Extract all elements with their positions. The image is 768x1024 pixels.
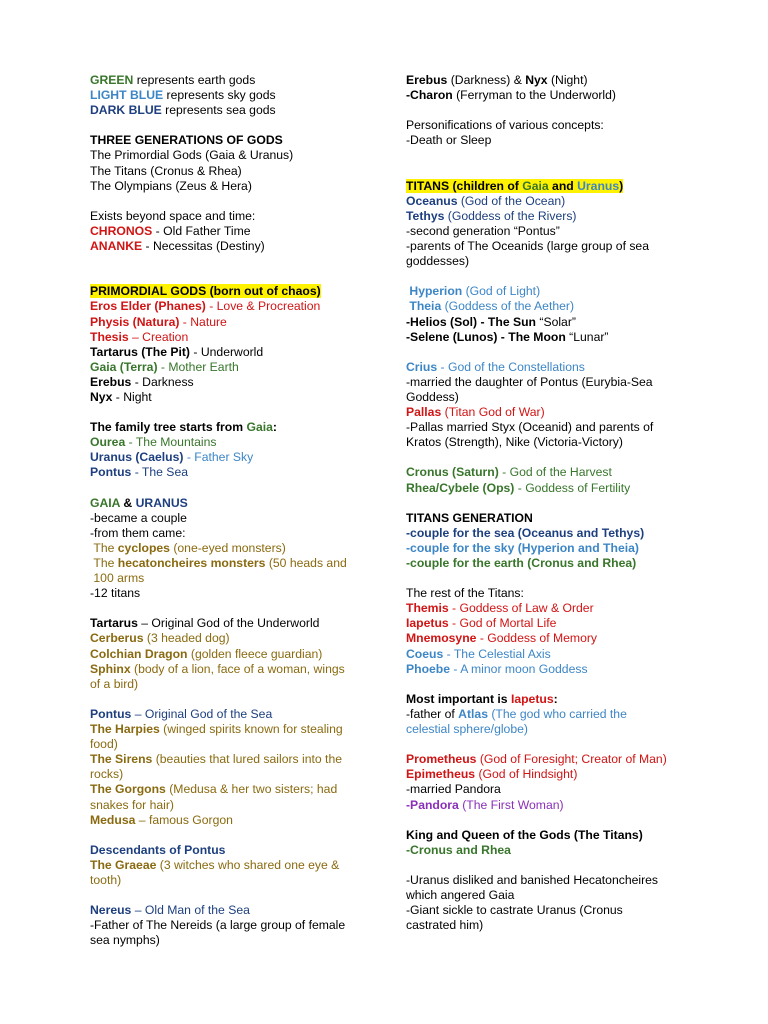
text-span: & — [120, 495, 136, 510]
text-line — [406, 254, 676, 269]
text-line — [406, 118, 676, 133]
text-line — [90, 164, 380, 179]
text-span: Phoebe — [406, 661, 451, 676]
text-span: (Night) — [547, 73, 588, 87]
text-span: Prometheus — [406, 752, 477, 767]
text-line — [90, 752, 380, 767]
text-span: King and Queen of the Gods (The Titans) — [406, 827, 643, 842]
text-span: -Helios (Sol) - The Sun — [406, 314, 536, 329]
text-line — [90, 450, 380, 465]
text-line — [90, 420, 380, 435]
text-span: (body of a lion, face of a woman, wings — [130, 661, 345, 676]
text-line — [406, 73, 676, 88]
text-span: - Underworld — [190, 344, 264, 359]
text-span: - Goddess of Memory — [476, 631, 597, 646]
text-line — [90, 767, 380, 782]
text-span: Thesis — [90, 329, 129, 344]
text-span: -couple for the sky (Hyperion and Theia) — [406, 540, 639, 555]
text-line — [406, 888, 676, 903]
text-span: -Selene (Lunos) - The Moon — [406, 329, 566, 344]
text-span: ANANKE — [90, 239, 143, 254]
text-span: Personifications of various concepts: — [406, 118, 604, 133]
text-span: - Love & Procreation — [205, 299, 321, 314]
text-span: Uranus — [577, 178, 620, 193]
text-span: - Mother Earth — [157, 359, 239, 374]
text-span: LIGHT BLUE — [90, 88, 164, 103]
text-span: Uranus (Caelus) — [90, 450, 184, 465]
text-line — [406, 828, 676, 843]
text-span: of a bird) — [90, 676, 139, 691]
text-span: -Death or Sleep — [406, 133, 492, 148]
text-span: (Ferryman to the Underworld) — [452, 88, 616, 103]
text-span: -Cronus and Rhea — [406, 842, 511, 857]
text-line — [90, 858, 380, 873]
text-span: Hyperion — [406, 284, 463, 299]
text-span: Coeus — [406, 646, 444, 661]
text-span: (one-eyed monsters) — [169, 540, 286, 555]
text-span: - Necessitas (Destiny) — [142, 239, 265, 254]
text-line — [90, 707, 380, 722]
text-span: snakes for hair) — [90, 797, 174, 812]
text-span: The Graeae — [90, 857, 157, 872]
text-line — [406, 631, 676, 646]
text-span: (winged spirits known for stealing — [159, 722, 343, 737]
text-span: Descendants of Pontus — [90, 842, 226, 857]
blank-line — [406, 496, 676, 511]
text-line — [90, 345, 380, 360]
text-line — [90, 782, 380, 797]
text-span: Ourea — [90, 435, 126, 450]
text-span: - Goddess of Law & Order — [448, 601, 594, 616]
text-span: Nyx — [525, 73, 548, 87]
text-line — [90, 148, 380, 163]
text-line — [90, 103, 380, 118]
text-line — [406, 511, 676, 526]
text-line — [406, 616, 676, 631]
text-line — [90, 843, 380, 858]
text-span: Pallas — [406, 405, 442, 420]
text-span: (50 heads and — [265, 556, 347, 570]
text-span: THREE GENERATIONS OF GODS — [90, 133, 283, 148]
text-line — [90, 299, 380, 314]
text-line — [90, 330, 380, 345]
text-span: -became a couple — [90, 510, 187, 525]
text-span: “Lunar” — [565, 329, 609, 344]
text-line — [406, 707, 676, 722]
text-span: -from them came: — [90, 525, 186, 540]
text-span: (God of Foresight; Creator of Man) — [476, 752, 667, 767]
text-span: (golden fleece guardian) — [187, 646, 323, 661]
text-line — [406, 88, 676, 103]
blank-line — [90, 888, 380, 903]
text-span: Nyx — [90, 389, 113, 404]
text-span: GREEN — [90, 73, 134, 87]
text-span: – Old Man of the Sea — [131, 903, 250, 918]
text-span: Medusa — [90, 812, 136, 827]
text-span: which angered Gaia — [406, 888, 515, 903]
text-span: (beauties that lured sailors into the — [152, 752, 343, 767]
right-column — [406, 73, 676, 933]
text-span: -couple for the sea (Oceanus and Tethys) — [406, 525, 645, 540]
text-span: (The First Woman) — [458, 797, 564, 812]
text-span: : — [272, 420, 277, 435]
text-span: URANUS — [135, 495, 188, 510]
blank-line — [90, 481, 380, 496]
text-span: Gaia — [246, 420, 273, 435]
text-line — [90, 284, 380, 299]
text-line — [90, 933, 380, 948]
text-span: CHRONOS — [90, 223, 153, 238]
text-span: (3 headed dog) — [143, 631, 230, 646]
text-span: -married the daughter of Pontus (Eurybia-Sea — [406, 374, 653, 389]
text-span: The — [90, 556, 118, 570]
text-line — [90, 224, 380, 239]
text-line — [406, 133, 676, 148]
text-span: - God of Mortal Life — [448, 616, 557, 631]
text-span: – Original God of the Sea — [131, 706, 273, 721]
text-span: -Pandora — [406, 797, 459, 812]
text-line — [406, 798, 676, 813]
text-span: The Primordial Gods (Gaia & Uranus) — [90, 148, 294, 163]
text-line — [90, 918, 380, 933]
text-span: Atlas — [458, 706, 488, 721]
text-line — [406, 873, 676, 888]
text-line — [90, 813, 380, 828]
text-line — [406, 722, 676, 737]
text-span: (God of Hindsight) — [475, 767, 578, 782]
text-span: Tethys — [406, 208, 445, 223]
text-span: Crius — [406, 359, 438, 374]
blank-line — [406, 677, 676, 692]
text-line — [406, 239, 676, 254]
text-span: Most important is — [406, 691, 511, 706]
text-line — [406, 194, 676, 209]
text-line — [90, 88, 380, 103]
text-line — [406, 330, 676, 345]
text-span: (Medusa & her two sisters; had — [165, 782, 338, 797]
text-span: -Father of The Nereids (a large group of female — [90, 918, 346, 933]
text-span: Physis (Natura) — [90, 314, 180, 329]
text-span: The rest of the Titans: — [406, 586, 524, 601]
text-span: castrated him) — [406, 918, 484, 933]
left-column — [90, 73, 380, 948]
text-span: -Charon — [406, 88, 453, 103]
text-span: (Titan God of War) — [441, 405, 545, 420]
text-span: ) — [619, 178, 624, 193]
text-span: 100 arms — [90, 571, 145, 586]
text-line — [90, 737, 380, 752]
text-line — [406, 224, 676, 239]
text-span: - A minor moon Goddess — [450, 661, 588, 676]
text-span: food) — [90, 737, 118, 752]
text-line — [406, 541, 676, 556]
text-span: sea nymphs) — [90, 933, 160, 948]
text-span: -father of — [406, 706, 459, 721]
text-span: -Pallas married Styx (Oceanid) and parents of — [406, 420, 654, 435]
text-line — [406, 360, 676, 375]
text-span: GAIA — [90, 495, 121, 510]
text-span: Iapetus — [510, 691, 554, 706]
text-line — [406, 526, 676, 541]
text-line — [90, 465, 380, 480]
blank-line — [406, 571, 676, 586]
text-line — [406, 179, 676, 194]
text-line — [406, 481, 676, 496]
text-line — [90, 586, 380, 601]
text-span: Erebus — [406, 73, 448, 87]
text-span: -Uranus disliked and banished Hecatoncheires — [406, 872, 659, 887]
text-span: (Goddess of the Rivers) — [444, 208, 577, 223]
text-span: – famous Gorgon — [135, 812, 233, 827]
text-line — [90, 873, 380, 888]
blank-line — [406, 148, 676, 163]
text-line — [406, 435, 676, 450]
text-line — [406, 843, 676, 858]
text-span: The — [90, 540, 118, 555]
text-span: Sphinx — [90, 661, 131, 676]
text-line — [406, 556, 676, 571]
blank-line — [90, 254, 380, 269]
text-line — [406, 692, 676, 707]
text-line — [406, 586, 676, 601]
text-span: The Olympians (Zeus & Hera) — [90, 178, 252, 193]
blank-line — [406, 269, 676, 284]
text-span: : — [553, 691, 558, 706]
text-line — [406, 420, 676, 435]
text-span: represents earth gods — [133, 73, 256, 87]
text-line — [90, 616, 380, 631]
text-span: - Goddess of Fertility — [514, 480, 631, 495]
text-span: represents sky gods — [163, 88, 276, 103]
text-span: Theia — [406, 299, 442, 314]
text-span: TITANS GENERATION — [406, 510, 533, 525]
text-line — [90, 496, 380, 511]
text-span: (God of Light) — [462, 284, 541, 299]
text-line — [406, 390, 676, 405]
text-line — [90, 239, 380, 254]
text-span: tooth) — [90, 872, 122, 887]
text-line — [90, 526, 380, 541]
text-line — [406, 662, 676, 677]
text-line — [90, 209, 380, 224]
text-span: (God of the Ocean) — [457, 193, 566, 208]
text-span: – Original God of the Underworld — [137, 616, 320, 631]
text-span: cyclopes — [117, 540, 170, 555]
text-span: Tartarus — [90, 616, 138, 631]
text-span: Mnemosyne — [406, 631, 477, 646]
text-line — [90, 541, 380, 556]
text-span: TITANS (children of — [406, 178, 523, 193]
text-span: - The Mountains — [125, 435, 217, 450]
text-line — [406, 375, 676, 390]
text-span: Tartarus (The Pit) — [90, 344, 190, 359]
text-line — [90, 722, 380, 737]
text-span: Iapetus — [406, 616, 449, 631]
text-line — [406, 315, 676, 330]
text-line — [90, 571, 380, 586]
text-line — [406, 405, 676, 420]
blank-line — [90, 692, 380, 707]
text-line — [90, 133, 380, 148]
text-line — [90, 179, 380, 194]
text-span: The Titans (Cronus & Rhea) — [90, 163, 242, 178]
text-line — [90, 647, 380, 662]
text-span: goddesses) — [406, 254, 470, 269]
text-line — [406, 767, 676, 782]
text-line — [406, 918, 676, 933]
text-span: PRIMORDIAL GODS (born out of chaos) — [90, 284, 321, 299]
text-span: Epimetheus — [406, 767, 476, 782]
text-span: and — [548, 178, 578, 193]
text-span: Colchian Dragon — [90, 646, 188, 661]
text-span: Eros Elder (Phanes) — [90, 299, 206, 314]
text-line — [406, 284, 676, 299]
text-line — [90, 903, 380, 918]
text-line — [90, 390, 380, 405]
text-span: -parents of The Oceanids (large group of sea — [406, 239, 649, 254]
text-span: Kratos (Strength), Nike (Victoria-Victory) — [406, 435, 623, 450]
text-span: – Creation — [128, 329, 189, 344]
text-span: - Father Sky — [183, 450, 254, 465]
blank-line — [406, 813, 676, 828]
text-line — [406, 782, 676, 797]
blank-line — [406, 450, 676, 465]
text-line — [406, 647, 676, 662]
blank-line — [406, 103, 676, 118]
text-span: “Solar” — [536, 314, 576, 329]
text-span: -married Pandora — [406, 782, 501, 797]
text-line — [90, 315, 380, 330]
blank-line — [90, 828, 380, 843]
text-line — [90, 677, 380, 692]
text-span: - The Sea — [131, 465, 188, 480]
text-line — [406, 903, 676, 918]
text-span: -Giant sickle to castrate Uranus (Cronus — [406, 903, 623, 918]
text-span: The Gorgons — [90, 782, 166, 797]
text-line — [406, 465, 676, 480]
text-line — [90, 73, 380, 88]
text-span: Gaia — [522, 178, 549, 193]
text-span: celestial sphere/globe) — [406, 722, 528, 737]
text-line — [90, 511, 380, 526]
text-span: - Night — [112, 389, 152, 404]
text-span: represents sea gods — [161, 103, 276, 118]
text-span: Rhea/Cybele (Ops) — [406, 480, 515, 495]
text-span: (3 witches who shared one eye & — [156, 857, 340, 872]
text-line — [406, 209, 676, 224]
text-span: The Harpies — [90, 722, 160, 737]
blank-line — [406, 345, 676, 360]
text-span: Nereus — [90, 903, 132, 918]
text-span: hecatoncheires monsters — [117, 556, 266, 570]
text-span: - Nature — [179, 314, 227, 329]
text-span: DARK BLUE — [90, 103, 162, 118]
text-span: - The Celestial Axis — [443, 646, 551, 661]
text-line — [90, 662, 380, 677]
text-span: - God of the Constellations — [437, 359, 585, 374]
text-span: (The god who carried the — [487, 706, 627, 721]
text-line — [406, 601, 676, 616]
text-span: - God of the Harvest — [498, 465, 612, 480]
text-line — [90, 375, 380, 390]
blank-line — [90, 269, 380, 284]
text-span: The Sirens — [90, 752, 153, 767]
blank-line — [90, 601, 380, 616]
text-line — [406, 299, 676, 314]
text-span: - Old Father Time — [152, 223, 251, 238]
blank-line — [406, 164, 676, 179]
text-span: Pontus — [90, 465, 132, 480]
text-span: Themis — [406, 601, 449, 616]
text-span: -couple for the earth (Cronus and Rhea) — [406, 556, 637, 570]
text-line — [90, 435, 380, 450]
text-span: Goddess) — [406, 389, 459, 404]
text-line — [90, 631, 380, 646]
text-line — [90, 798, 380, 813]
blank-line — [90, 405, 380, 420]
text-span: Cronus (Saturn) — [406, 465, 499, 480]
text-line — [90, 360, 380, 375]
blank-line — [406, 737, 676, 752]
text-span: Oceanus — [406, 193, 458, 208]
text-span: (Darkness) & — [447, 73, 526, 87]
text-span: - Darkness — [131, 374, 194, 389]
text-span: Exists beyond space and time: — [90, 208, 256, 223]
text-span: (Goddess of the Aether) — [441, 299, 575, 314]
text-span: Pontus — [90, 706, 132, 721]
text-span: -12 titans — [90, 586, 141, 601]
text-span: Cerberus — [90, 631, 144, 646]
text-span: The family tree starts from — [90, 420, 247, 435]
text-line — [90, 556, 380, 571]
blank-line — [90, 118, 380, 133]
text-span: Erebus — [90, 374, 132, 389]
text-line — [406, 752, 676, 767]
blank-line — [90, 194, 380, 209]
text-span: Gaia (Terra) — [90, 359, 158, 374]
text-span: -second generation “Pontus” — [406, 223, 560, 238]
text-span: rocks) — [90, 767, 124, 782]
blank-line — [406, 858, 676, 873]
